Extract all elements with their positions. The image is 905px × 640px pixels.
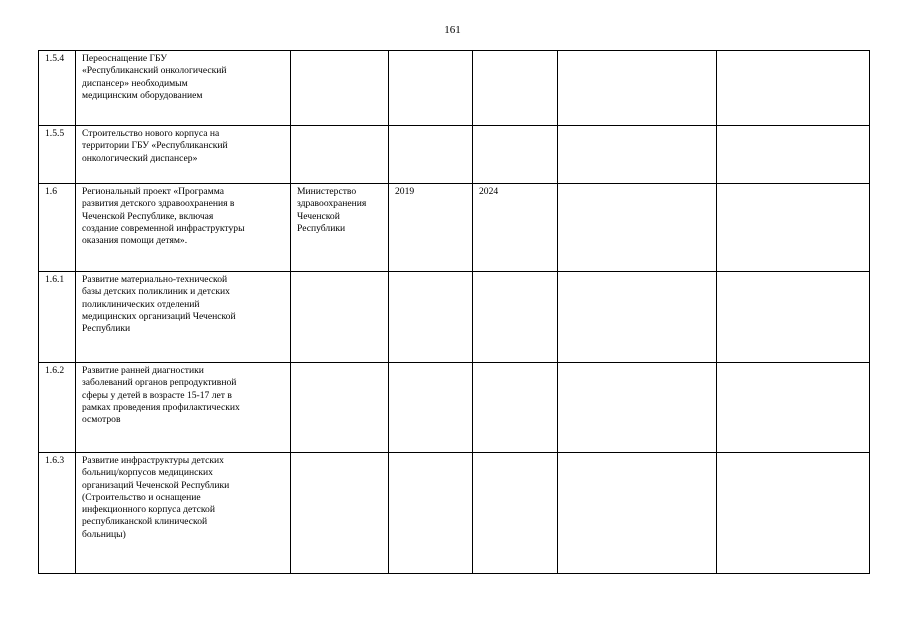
row-description: Региональный проект «Программа развития детского здравоохранения в Чеченской Республике, включая создание современной инфраструктуры оказания помощи детям». <box>76 184 291 272</box>
row-executor <box>291 363 389 453</box>
row-number: 1.6.1 <box>39 272 76 363</box>
row-description: Развитие материально-технической базы детских поликлиник и детских поликлинических отделений медицинских организаций Чеченской Республики <box>76 272 291 363</box>
row-description: Развитие ранней диагностики заболеваний органов репродуктивной сферы у детей в возрасте 15-17 лет в рамках проведения профилактических осмотров <box>76 363 291 453</box>
empty-cell <box>558 51 717 126</box>
empty-cell <box>558 184 717 272</box>
page-number: 161 <box>444 24 461 36</box>
row-start-year <box>389 363 473 453</box>
row-end-year <box>473 453 558 574</box>
row-description: Строительство нового корпуса на территории ГБУ «Республиканский онкологический диспансер» <box>76 126 291 184</box>
row-number: 1.6.3 <box>39 453 76 574</box>
empty-cell <box>717 51 870 126</box>
row-executor <box>291 272 389 363</box>
row-start-year: 2019 <box>389 184 473 272</box>
table-row <box>39 184 870 272</box>
row-start-year <box>389 272 473 363</box>
empty-cell <box>558 453 717 574</box>
row-number: 1.6 <box>39 184 76 272</box>
table-row <box>39 51 870 126</box>
row-number: 1.5.5 <box>39 126 76 184</box>
row-end-year <box>473 51 558 126</box>
table-row <box>39 126 870 184</box>
table-row <box>39 453 870 574</box>
row-start-year <box>389 453 473 574</box>
row-number: 1.5.4 <box>39 51 76 126</box>
row-executor <box>291 126 389 184</box>
measures-table <box>38 50 870 574</box>
row-end-year <box>473 126 558 184</box>
empty-cell <box>717 363 870 453</box>
empty-cell <box>558 272 717 363</box>
row-end-year <box>473 363 558 453</box>
empty-cell <box>558 363 717 453</box>
row-start-year <box>389 126 473 184</box>
row-start-year <box>389 51 473 126</box>
empty-cell <box>717 126 870 184</box>
table-row <box>39 272 870 363</box>
row-end-year: 2024 <box>473 184 558 272</box>
row-executor: Министерство здравоохранения Чеченской Республики <box>291 184 389 272</box>
row-description: Переоснащение ГБУ «Республиканский онкологический диспансер» необходимым медицинским оборудованием <box>76 51 291 126</box>
table-row <box>39 363 870 453</box>
empty-cell <box>717 184 870 272</box>
empty-cell <box>558 126 717 184</box>
empty-cell <box>717 272 870 363</box>
row-end-year <box>473 272 558 363</box>
row-executor <box>291 51 389 126</box>
row-description: Развитие инфраструктуры детских больниц/корпусов медицинских организаций Чеченской Республики (Строительство и оснащение инфекционного корпуса детской республиканской клинической больницы) <box>76 453 291 574</box>
empty-cell <box>717 453 870 574</box>
row-number: 1.6.2 <box>39 363 76 453</box>
row-executor <box>291 453 389 574</box>
